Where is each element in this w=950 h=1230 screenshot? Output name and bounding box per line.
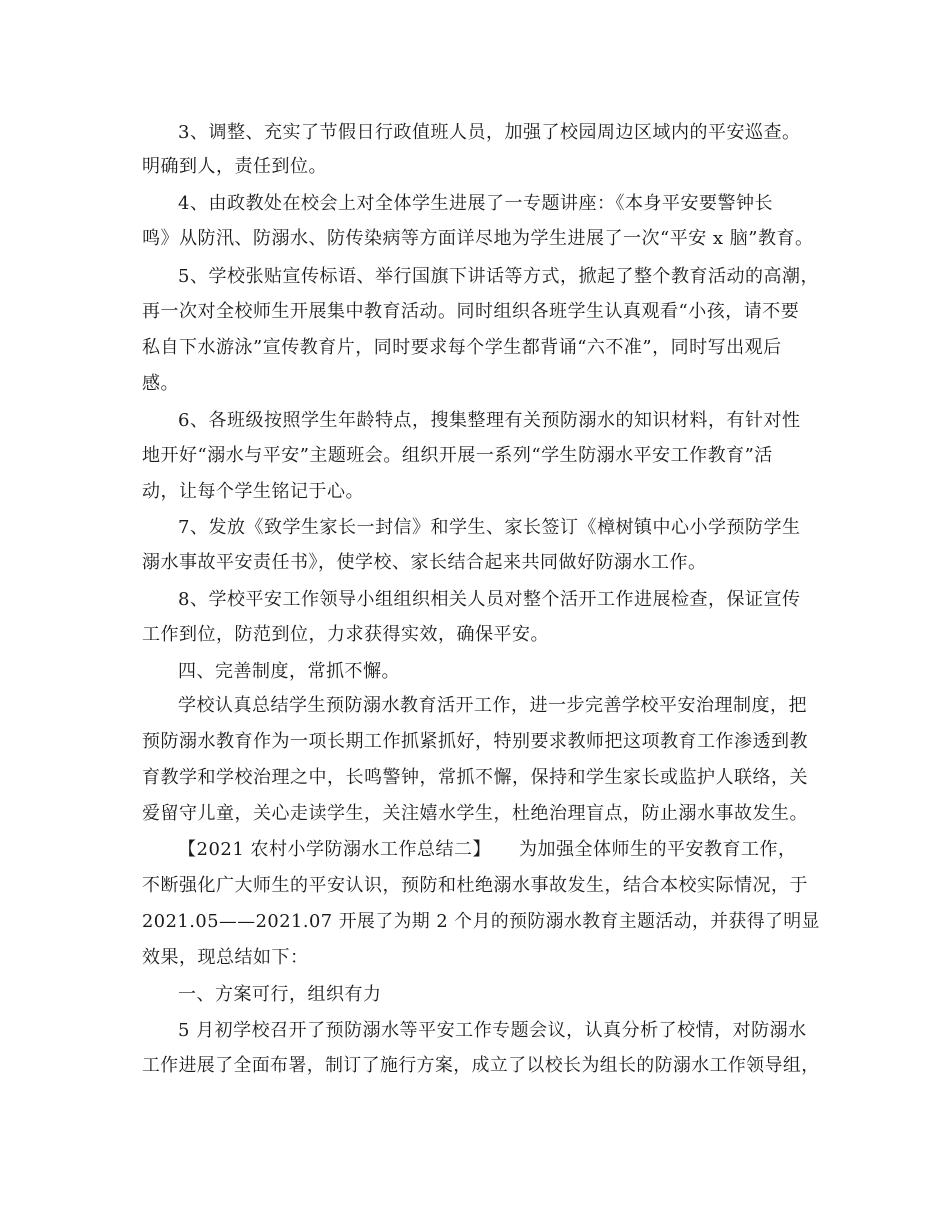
text-line: 工作进展了全面布署，制订了施行方案，成立了以校长为组长的防溺水工作领导组， — [142, 1055, 820, 1076]
text-line: 感。 — [142, 373, 179, 394]
text-line: 8、学校平安工作领导小组组织相关人员对整个活开工作进展检查，保证宣传 — [178, 589, 801, 610]
text-line: 不断强化广大师生的平安认识，预防和杜绝溺水事故发生，结合本校实际情况，于 — [142, 875, 808, 896]
text-line: 工作到位，防范到位，力求获得实效，确保平安。 — [142, 624, 549, 645]
text-line: 育教学和学校治理之中，长鸣警钟，常抓不懈，保持和学生家长或监护人联络，关 — [142, 767, 808, 788]
text-line: 鸣》从防汛、防溺水、防传染病等方面详尽地为学生进展了一次“平安 x 脑”教育。 — [142, 228, 814, 249]
text-line: 预防溺水教育作为一项长期工作抓紧抓好，特别要求教师把这项教育工作渗透到教 — [142, 731, 808, 752]
text-line: 学校认真总结学生预防溺水教育活开工作，进一步完善学校平安治理制度，把 — [178, 695, 807, 716]
text-line: 2021.05——2021.07 开展了为期 2 个月的预防溺水教育主题活动，并获得了明显 — [142, 911, 820, 932]
text-line: 效果，现总结如下： — [142, 947, 309, 968]
text-line: 5、学校张贴宣传标语、举行国旗下讲话等方式，掀起了整个教育活动的高潮， — [178, 266, 819, 287]
text-line: 再一次对全校师生开展集中教育活动。同时组织各班学生认真观看“小孩，请不要 — [142, 301, 800, 322]
text-line: 动，让每个学生铭记于心。 — [142, 481, 364, 502]
text-line: 溺水事故平安责任书》，使学校、家长结合起来共同做好防溺水工作。 — [142, 552, 707, 573]
text-line: 爱留守儿童，关心走读学生，关注嬉水学生，杜绝治理盲点，防止溺水事故发生。 — [142, 803, 808, 824]
text-line: 4、由政教处在校会上对全体学生进展了一专题讲座：《本身平安要警钟长 — [178, 193, 773, 214]
text-line: 5 月初学校召开了预防溺水等平安工作专题会议，认真分析了校情，对防溺水 — [178, 1020, 807, 1041]
text-line: 地开好“溺水与平安”主题班会。组织开展一系列“学生防溺水平安工作教育”活 — [142, 445, 773, 466]
text-line: 四、完善制度，常抓不懈。 — [178, 661, 400, 682]
text-line: 一、方案可行，组织有力 — [178, 984, 382, 1005]
text-line: 明确到人，责任到位。 — [142, 156, 327, 177]
text-line: 7、发放《致学生家长一封信》和学生、家长签订《樟树镇中心小学预防学生 — [178, 517, 801, 538]
text-line: 【2021 农村小学防溺水工作总结二】 为加强全体师生的平安教育工作， — [178, 839, 797, 860]
text-line: 私自下水游泳”宣传教育片，同时要求每个学生都背诵“六不准”，同时写出观后 — [142, 337, 782, 358]
text-line: 6、各班级按照学生年龄特点，搜集整理有关预防溺水的知识材料，有针对性 — [178, 410, 801, 431]
text-line: 3、调整、充实了节假日行政值班人员，加强了校园周边区域内的平安巡查。 — [178, 122, 801, 143]
